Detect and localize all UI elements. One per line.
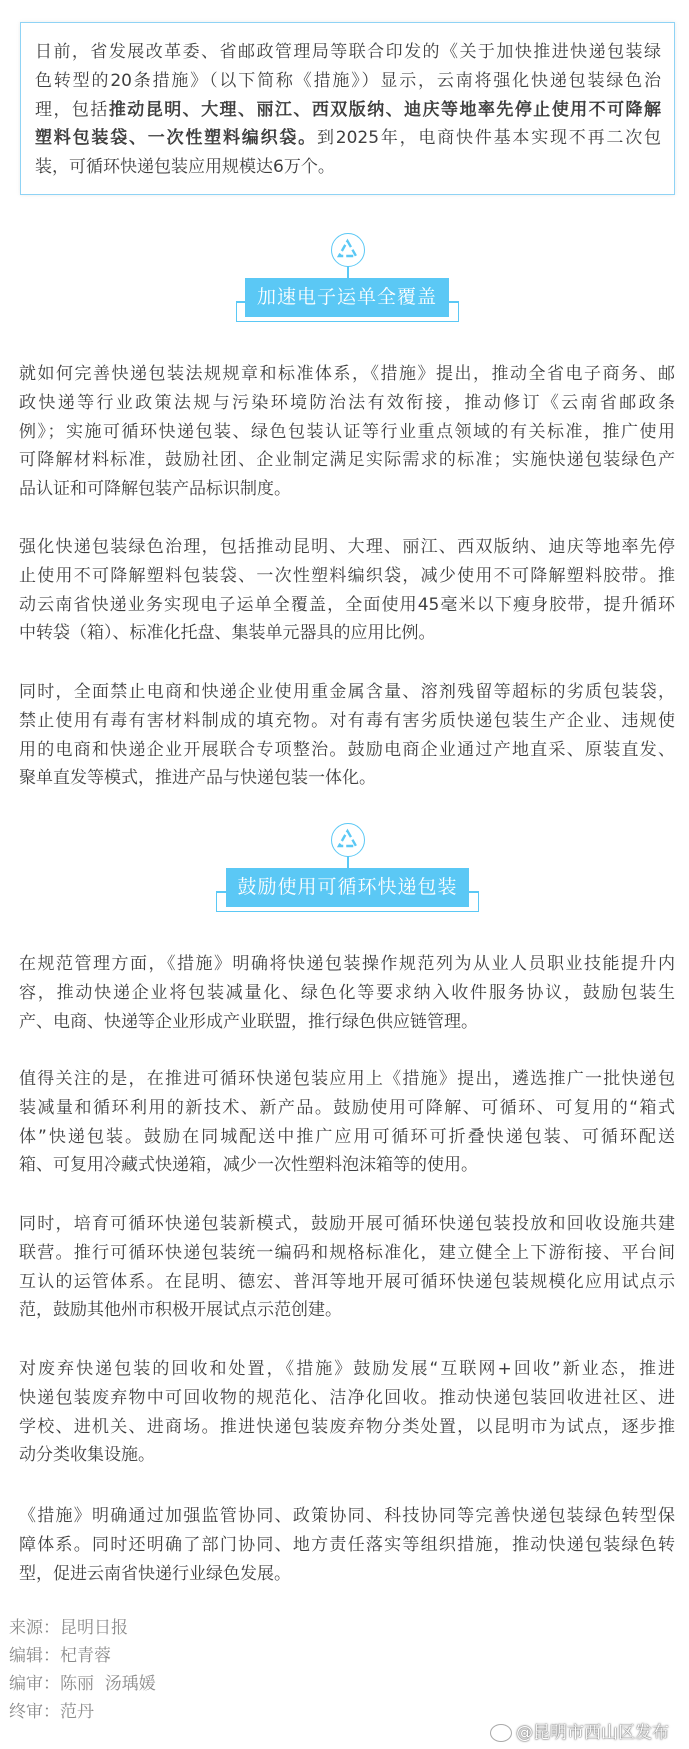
- text-line: 装减量和循环利用的新技术、新产品。鼓励使用可降解、可循环、可复用的“箱式: [19, 1097, 675, 1118]
- weibo-icon: [490, 1724, 512, 1742]
- reviewer-credit: 编审：陈丽 汤瑀媛: [9, 1674, 156, 1694]
- text-line: 箱、可复用冷藏式快递箱，减少一次性塑料泡沫箱等的使用。: [19, 1155, 478, 1176]
- final-review-credit: 终审：范丹: [9, 1702, 94, 1722]
- body-paragraph: [19, 950, 675, 1036]
- text-line: 止使用不可降解塑料包装袋、一次性塑料编织袋，减少使用不可降解塑料胶带。推: [19, 565, 675, 586]
- text-line: 中转袋（箱）、标准化托盘、集装单元器具的应用比例。: [19, 623, 436, 644]
- intro-paragraph: [35, 38, 661, 182]
- text-line: 产、电商、快递等企业形成产业联盟，推行绿色供应链管理。: [19, 1011, 478, 1032]
- bold-text: 塑料包装袋、一次性塑料编织袋。: [35, 128, 317, 149]
- text-line: [35, 124, 661, 153]
- text-line: 同时，全面禁止电商和快递企业使用重金属含量、溶剂残留等超标的劣质包装袋，: [19, 682, 675, 702]
- text-segment: 理，包括: [35, 99, 109, 120]
- text-line: [35, 96, 661, 125]
- body-paragraph: [19, 678, 675, 793]
- intro-box: [20, 22, 675, 195]
- text-line: 用的电商和快递企业开展联合专项整治。鼓励电商企业通过产地直采、原装直发、: [19, 739, 675, 760]
- body-paragraph: [19, 533, 675, 648]
- article-credits: [9, 1614, 156, 1726]
- text-line: 对废弃快递包装的回收和处置，《措施》鼓励发展“互联网+回收”新业态，推进: [19, 1359, 675, 1379]
- text-line: 强化快递包装绿色治理，包括推动昆明、大理、丽江、西双版纳、迪庆等地率先停: [19, 537, 675, 557]
- watermark-text: @昆明市西山区发布: [516, 1723, 669, 1743]
- section-title: 鼓励使用可循环快递包装: [226, 868, 469, 907]
- text-line: 型，促进云南省快递行业绿色发展。: [19, 1563, 291, 1584]
- text-line: 值得关注的是，在推进可循环快递包装应用上《措施》提出，遴选推广一批快递包: [19, 1069, 675, 1089]
- text-line: 学校、进机关、进商场。推进快递包装废弃物分类处置，以昆明市为试点，逐步推: [19, 1416, 675, 1437]
- text-line: 在规范管理方面，《措施》明确将快递包装操作规范列为从业人员职业技能提升内: [19, 954, 675, 974]
- text-line: 政快递等行业政策法规与污染环境防治法有效衔接，推动修订《云南省邮政条: [19, 392, 675, 413]
- bold-text: 推动昆明、大理、丽江、西双版纳、迪庆等地率先停止使用不可降解: [108, 99, 662, 120]
- text-line: 快递包装废弃物中可回收物的规范化、洁净化回收。推动快递包装回收进社区、进: [19, 1387, 675, 1408]
- body-paragraph: [19, 1210, 675, 1325]
- section-title: 加速电子运单全覆盖: [245, 278, 449, 317]
- text-line: 《措施》明确通过加强监管协同、政策协同、科技协同等完善快递包装绿色转型保: [19, 1506, 675, 1526]
- recycle-icon: [331, 823, 365, 857]
- text-line: 动分类收集设施。: [19, 1445, 155, 1466]
- text-line: 禁止使用有毒有害材料制成的填充物。对有毒有害劣质快递包装生产企业、违规使: [19, 710, 675, 731]
- weibo-watermark: [490, 1718, 669, 1743]
- text-line: 联营。推行可循环快递包装统一编码和规格标准化，建立健全上下游衔接、平台间: [19, 1242, 675, 1263]
- text-line: [35, 67, 661, 96]
- text-line: 同时，培育可循环快递包装新模式，鼓励开展可循环快递包装投放和回收设施共建: [19, 1214, 675, 1234]
- text-line: 互认的运管体系。在昆明、德宏、普洱等地开展可循环快递包装规模化应用试点示: [19, 1271, 675, 1292]
- text-line: 就如何完善快递包装法规规章和标准体系，《措施》提出，推动全省电子商务、邮: [19, 364, 675, 384]
- text-segment: 日前，省发展改革委、省邮政管理局等联合印发的《关于加快推进快递包装绿: [35, 42, 661, 62]
- text-segment: 色转型的20条措施》（以下简称《措施》）显示，云南将强化快递包装绿色治: [35, 70, 661, 91]
- text-line: 体”快递包装。鼓励在同城配送中推广应用可循环可折叠快递包装、可循环配送: [19, 1126, 675, 1147]
- text-line: 聚单直发等模式，推进产品与快递包装一体化。: [19, 768, 376, 789]
- body-paragraph: [19, 1065, 675, 1180]
- text-line: 例》；实施可循环快递包装、绿色包装认证等行业重点领域的有关标准，推广使用: [19, 421, 675, 442]
- text-segment: 装，可循环快递包装应用规模达6万个。: [35, 157, 335, 178]
- text-line: 范，鼓励其他州市积极开展试点示范创建。: [19, 1300, 342, 1321]
- recycle-icon: [331, 233, 365, 267]
- text-line: 可降解材料标准，鼓励社团、企业制定满足实际需求的标准；实施快递包装绿色产: [19, 450, 675, 471]
- text-line: 容，推动快递企业将包装减量化、绿色化等要求纳入收件服务协议，鼓励包装生: [19, 982, 675, 1003]
- body-paragraph: [19, 1502, 675, 1588]
- text-line: [35, 38, 661, 67]
- source-credit: 来源：昆明日报: [9, 1618, 128, 1638]
- text-line: 障体系。同时还明确了部门协同、地方责任落实等组织措施，推动快递包装绿色转: [19, 1534, 675, 1555]
- text-line: 品认证和可降解包装产品标识制度。: [19, 479, 291, 500]
- body-paragraph: [19, 360, 675, 504]
- text-segment: 到2025年，电商快件基本实现不再二次包: [316, 128, 661, 149]
- editor-credit: 编辑：杞青蓉: [9, 1646, 111, 1666]
- text-line: [35, 153, 661, 182]
- body-paragraph: [19, 1355, 675, 1470]
- text-line: 动云南省快递业务实现电子运单全覆盖，全面使用45毫米以下瘦身胶带，提升循环: [19, 594, 675, 615]
